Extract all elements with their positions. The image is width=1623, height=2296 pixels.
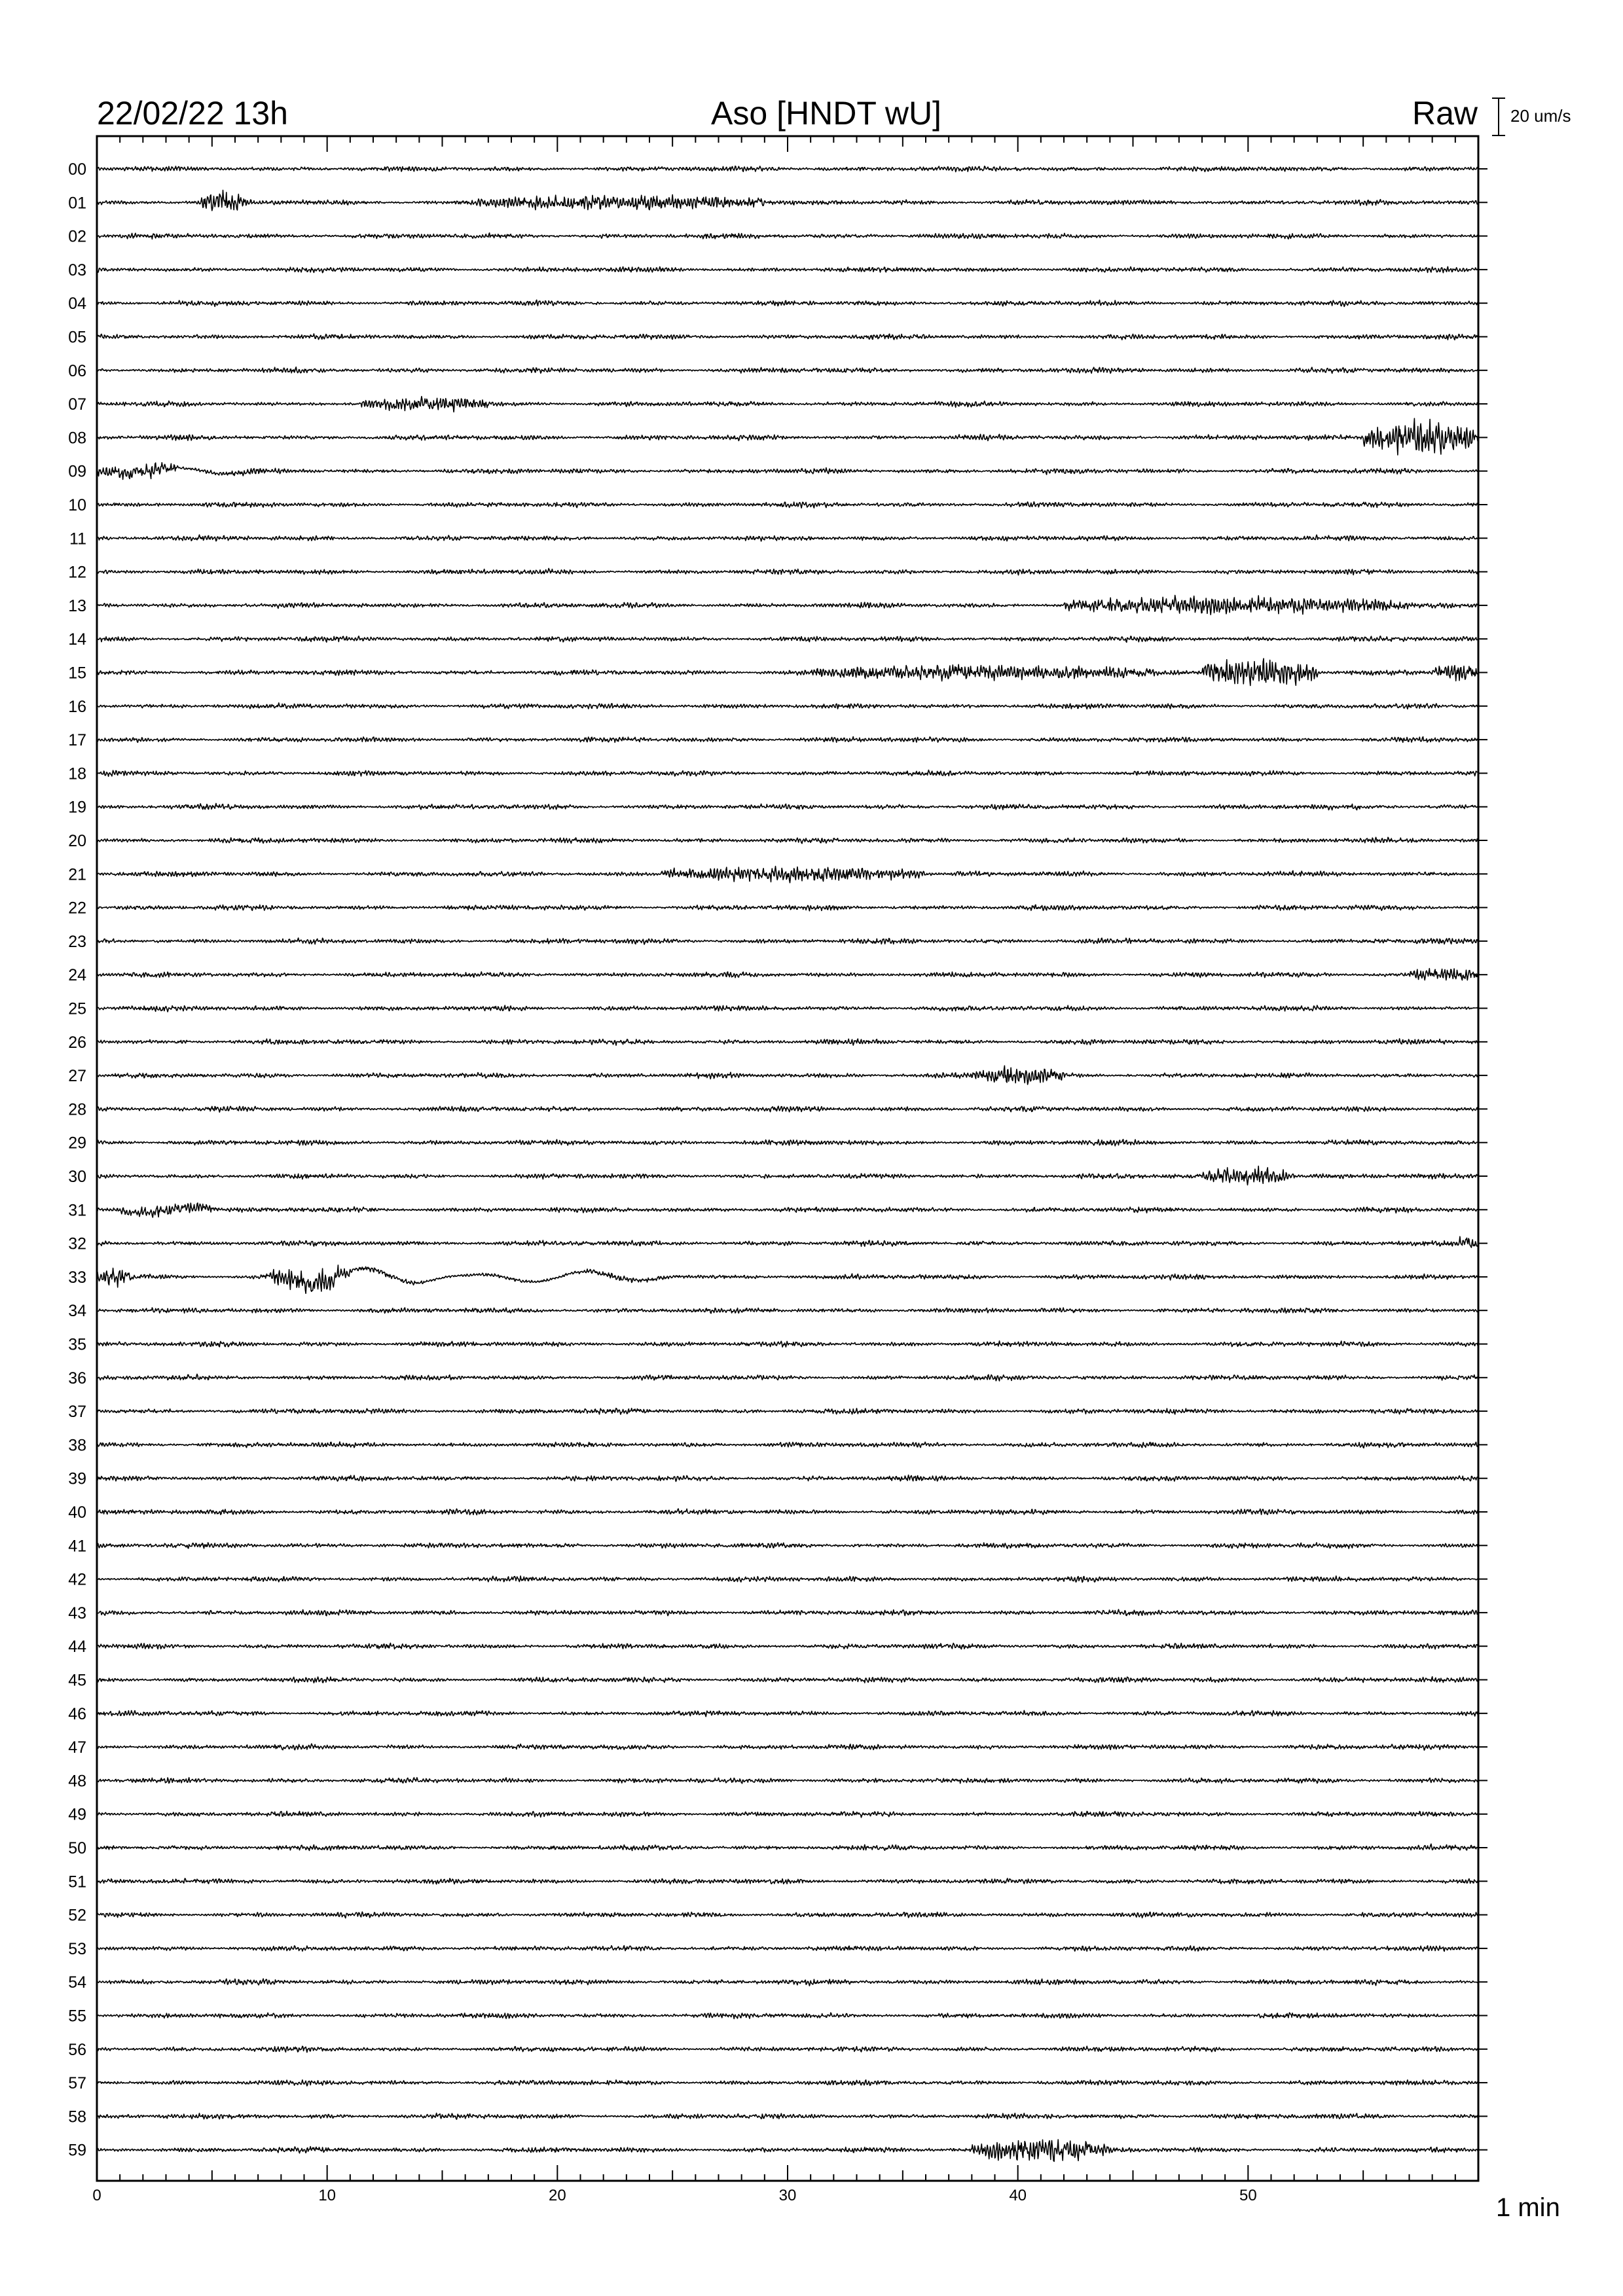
row-label-45: 45 (68, 1671, 86, 1690)
row-label-32: 32 (68, 1234, 86, 1253)
trace-row-39 (97, 1475, 1478, 1482)
x-tick-label-40: 40 (1009, 2187, 1027, 2204)
scale-bar-label: 20 um/s (1510, 106, 1571, 126)
row-label-43: 43 (68, 1604, 86, 1623)
row-label-52: 52 (68, 1906, 86, 1925)
trace-row-59 (97, 2140, 1478, 2161)
row-label-33: 33 (68, 1268, 86, 1287)
trace-row-52 (97, 1912, 1478, 1918)
trace-row-15 (97, 658, 1478, 685)
row-label-17: 17 (68, 731, 86, 750)
trace-row-51 (97, 1878, 1478, 1884)
row-label-06: 06 (68, 361, 86, 380)
row-label-09: 09 (68, 462, 86, 481)
x-unit-label: 1 min (1496, 2193, 1560, 2222)
datetime-label: 22/02/22 13h (97, 95, 288, 132)
trace-row-19 (97, 804, 1478, 810)
trace-row-26 (97, 1039, 1478, 1045)
trace-row-08 (97, 418, 1478, 455)
row-label-54: 54 (68, 1973, 86, 1992)
trace-row-24 (97, 969, 1478, 980)
trace-row-09 (97, 463, 1478, 480)
bottom-axis-ticks (97, 2165, 1478, 2181)
row-label-01: 01 (68, 194, 86, 213)
row-label-00: 00 (68, 160, 86, 179)
trace-row-11 (97, 535, 1478, 541)
trace-row-40 (97, 1509, 1478, 1515)
row-label-39: 39 (68, 1469, 86, 1488)
trace-row-28 (97, 1106, 1478, 1112)
row-label-44: 44 (68, 1638, 86, 1657)
trace-row-32 (97, 1236, 1478, 1247)
trace-row-44 (97, 1643, 1478, 1649)
trace-row-16 (97, 703, 1478, 709)
row-label-03: 03 (68, 260, 86, 279)
trace-row-54 (97, 1979, 1478, 1986)
row-label-36: 36 (68, 1369, 86, 1388)
row-label-12: 12 (68, 563, 86, 582)
amplitude-scale-bar (1492, 98, 1571, 135)
trace-row-33 (97, 1265, 1478, 1293)
row-label-56: 56 (68, 2040, 86, 2059)
row-label-30: 30 (68, 1168, 86, 1186)
trace-row-57 (97, 2080, 1478, 2086)
row-label-49: 49 (68, 1805, 86, 1824)
trace-row-25 (97, 1005, 1478, 1012)
row-label-20: 20 (68, 832, 86, 850)
row-label-42: 42 (68, 1570, 86, 1589)
trace-row-13 (97, 596, 1478, 615)
trace-row-20 (97, 837, 1478, 843)
row-label-40: 40 (68, 1503, 86, 1522)
row-label-14: 14 (68, 630, 86, 649)
trace-row-22 (97, 905, 1478, 910)
trace-row-27 (97, 1066, 1478, 1085)
row-label-26: 26 (68, 1033, 86, 1052)
trace-row-21 (97, 867, 1478, 883)
trace-row-41 (97, 1543, 1478, 1549)
trace-row-23 (97, 938, 1478, 944)
row-label-19: 19 (68, 798, 86, 817)
row-label-11: 11 (69, 529, 86, 548)
trace-row-56 (97, 2046, 1478, 2052)
row-label-59: 59 (68, 2141, 86, 2160)
row-label-46: 46 (68, 1704, 86, 1723)
row-label-18: 18 (68, 764, 86, 783)
trace-row-01 (97, 190, 1478, 211)
x-tick-label-30: 30 (778, 2187, 797, 2204)
trace-row-14 (97, 636, 1478, 643)
trace-row-48 (97, 1778, 1478, 1784)
trace-row-36 (97, 1374, 1478, 1381)
trace-row-58 (97, 2113, 1478, 2120)
plot-frame (97, 136, 1478, 2181)
row-label-41: 41 (68, 1537, 86, 1556)
row-label-51: 51 (68, 1873, 86, 1892)
x-tick-label-20: 20 (548, 2187, 566, 2204)
trace-row-06 (97, 367, 1478, 374)
row-label-35: 35 (68, 1335, 86, 1354)
trace-row-43 (97, 1609, 1478, 1616)
row-label-24: 24 (68, 966, 86, 985)
row-label-50: 50 (68, 1839, 86, 1857)
row-label-29: 29 (68, 1134, 86, 1153)
row-label-07: 07 (68, 395, 86, 414)
row-label-02: 02 (68, 227, 86, 246)
right-row-ticks (1478, 169, 1487, 2150)
trace-row-55 (97, 2013, 1478, 2018)
trace-row-10 (97, 502, 1478, 508)
row-label-23: 23 (68, 932, 86, 951)
trace-row-31 (97, 1203, 1478, 1217)
row-label-57: 57 (68, 2074, 86, 2093)
trace-row-00 (97, 166, 1478, 172)
row-label-48: 48 (68, 1772, 86, 1791)
trace-row-30 (97, 1166, 1478, 1185)
trace-row-05 (97, 334, 1478, 340)
trace-row-18 (97, 770, 1478, 777)
row-label-15: 15 (68, 664, 86, 683)
station-title: Aso [HNDT wU] (711, 95, 941, 132)
trace-row-03 (97, 266, 1478, 272)
bottom-axis-labels (92, 2187, 1256, 2204)
row-label-38: 38 (68, 1436, 86, 1455)
x-tick-label-10: 10 (318, 2187, 337, 2204)
row-label-13: 13 (68, 596, 86, 615)
trace-row-37 (97, 1408, 1478, 1414)
row-label-05: 05 (68, 328, 86, 347)
trace-row-35 (97, 1341, 1478, 1347)
row-label-22: 22 (68, 899, 86, 918)
trace-row-12 (97, 568, 1478, 575)
trace-row-47 (97, 1744, 1478, 1750)
row-label-34: 34 (68, 1302, 86, 1321)
trace-row-02 (97, 233, 1478, 239)
row-labels (68, 160, 86, 2160)
row-label-21: 21 (68, 865, 86, 884)
trace-row-38 (97, 1442, 1478, 1448)
row-label-08: 08 (68, 429, 86, 448)
trace-row-46 (97, 1710, 1478, 1716)
row-label-31: 31 (68, 1201, 86, 1220)
trace-row-45 (97, 1677, 1478, 1683)
seismic-traces (97, 166, 1478, 2162)
row-label-10: 10 (68, 496, 86, 514)
top-axis-ticks (97, 136, 1478, 152)
row-label-55: 55 (68, 2007, 86, 2026)
row-label-16: 16 (68, 697, 86, 716)
row-label-25: 25 (68, 999, 86, 1018)
trace-row-07 (97, 397, 1478, 412)
row-label-58: 58 (68, 2108, 86, 2126)
trace-row-17 (97, 737, 1478, 743)
trace-row-34 (97, 1308, 1478, 1314)
trace-row-04 (97, 300, 1478, 306)
x-tick-label-0: 0 (92, 2187, 101, 2204)
trace-row-53 (97, 1946, 1478, 1952)
row-label-47: 47 (68, 1738, 86, 1757)
trace-row-49 (97, 1811, 1478, 1818)
row-label-04: 04 (68, 295, 86, 314)
row-label-28: 28 (68, 1100, 86, 1119)
trace-row-29 (97, 1139, 1478, 1146)
row-label-27: 27 (68, 1067, 86, 1086)
trace-row-50 (97, 1844, 1478, 1850)
x-tick-label-50: 50 (1239, 2187, 1257, 2204)
mode-label: Raw (1412, 95, 1478, 132)
row-label-37: 37 (68, 1403, 86, 1422)
trace-row-42 (97, 1576, 1478, 1583)
row-label-53: 53 (68, 1939, 86, 1958)
